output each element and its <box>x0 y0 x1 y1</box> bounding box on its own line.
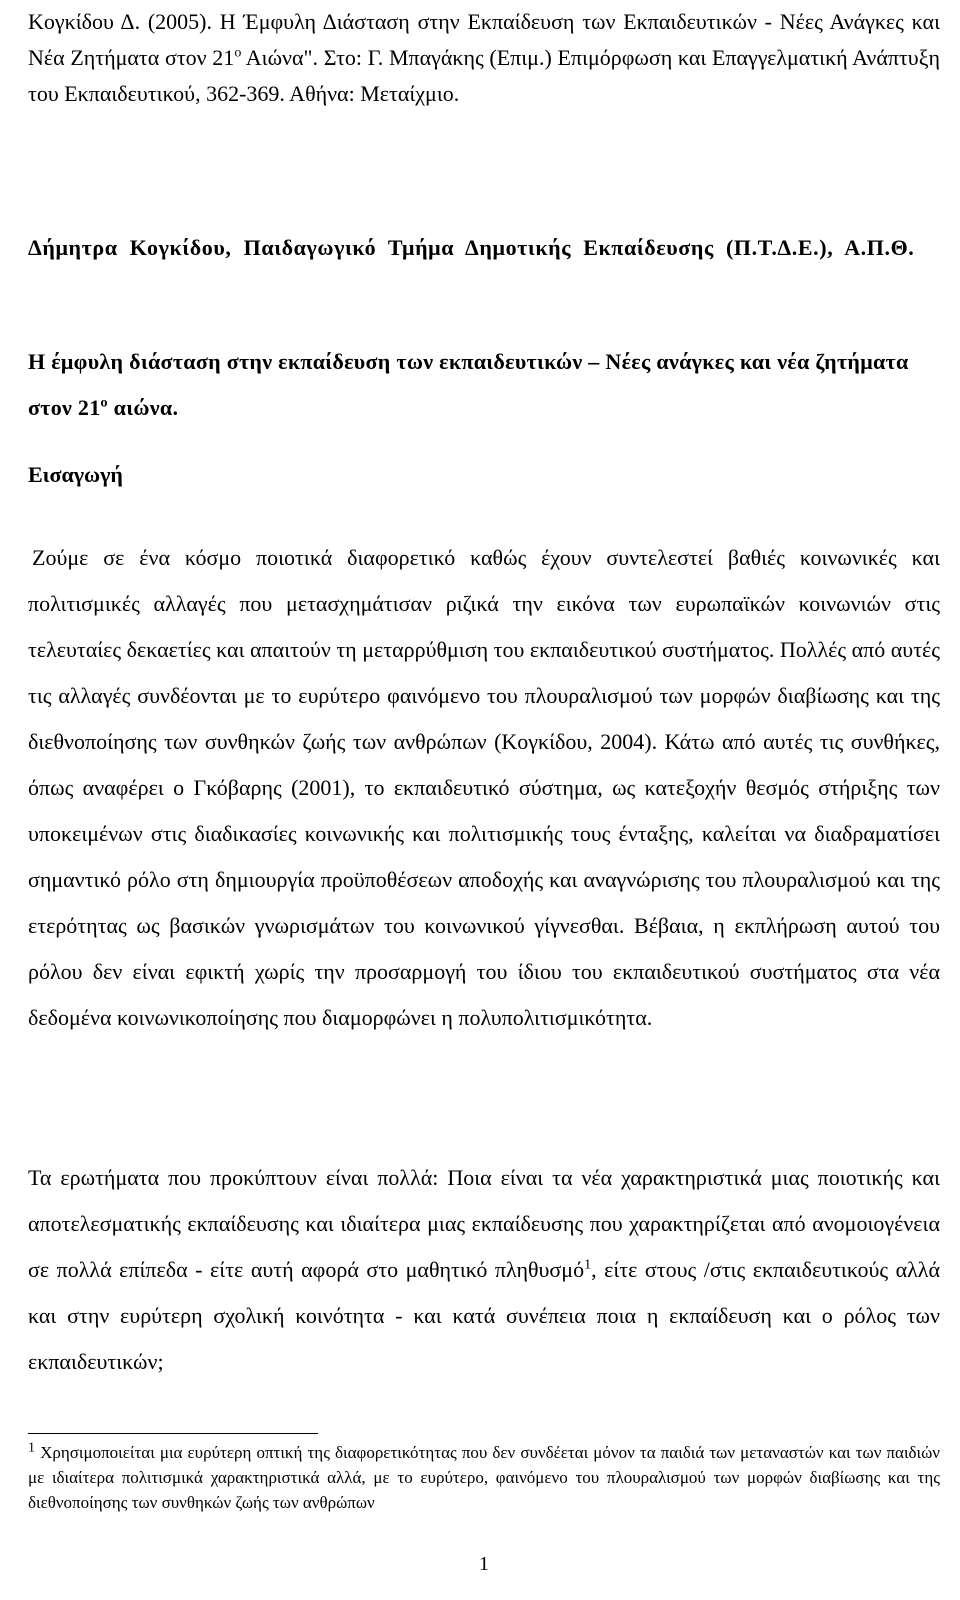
footnote-separator <box>28 1433 318 1434</box>
footnote-text: Χρησιμοποιείται μια ευρύτερη οπτική της διαφορετικότητας που δεν συνδέεται μόνον τα παιδιά των μεταναστών και των παιδιών με ιδιαίτερα πολιτισμικά χαρακτηριστικά αλλά, με το ευρύτερο, φαινόμενο του πλουραλισμού των μορφών διαβίωσης και της διεθνοποίησης των συνθηκών ζωής των ανθρώπων <box>28 1443 940 1512</box>
bibliographic-reference <box>28 4 940 112</box>
footnote-reference[interactable]: 1 <box>584 1257 592 1273</box>
title-superscript: ο <box>100 395 108 411</box>
page-number: 1 <box>479 1553 489 1575</box>
reference-text-continued: Αιώνα". Στο: Γ. Μπαγάκης (Επιμ.) Επιμόρφωση και Επαγγελματική Ανάπτυξη του Εκπαιδευτικού, 362-369. Αθήνα: Μεταίχμιο. <box>28 45 941 106</box>
footnote-marker: 1 <box>28 1440 35 1456</box>
paragraph-questions-text-continued: , είτε στους /στις εκπαιδευτικούς αλλά και στην ευρύτερη σχολική κοινότητα - και κατά συνέπεια ποια η εκπαίδευση και ο ρόλος των εκπαιδευτικών; <box>28 1257 940 1374</box>
section-heading: Εισαγωγή <box>28 462 123 487</box>
article-title <box>28 339 940 431</box>
footnote <box>28 1440 940 1515</box>
title-text: Η έμφυλη διάσταση στην εκπαίδευση των εκπαιδευτικών – Νέες ανάγκες και νέα ζητήματα στον 21 <box>28 349 909 420</box>
author-line: Δήμητρα Κογκίδου, Παιδαγωγικό Τμήμα Δημοτικής Εκπαίδευσης (Π.Τ.Δ.Ε.), Α.Π.Θ. <box>28 235 915 260</box>
paragraph-questions-text: Τα ερωτήματα που προκύπτουν είναι πολλά: Ποια είναι τα νέα χαρακτηριστικά μιας ποιοτικής και αποτελεσματικής εκπαίδευσης και ιδιαίτερα μιας εκπαίδευσης που χαρακτηρίζεται από ανομοιογένεια σε πολλά επίπεδα - είτε αυτή αφορά στο μαθητικό πληθυσμό <box>28 1165 940 1282</box>
reference-superscript: ο <box>234 45 242 61</box>
title-text-continued: αιώνα. <box>107 395 179 420</box>
reference-text: Κογκίδου Δ. (2005). Η Έμφυλη Διάσταση στην Εκπαίδευση των Εκπαιδευτικών - Νέες Ανάγκες και Νέα Ζητήματα στον 21 <box>28 9 940 70</box>
paragraph-questions <box>28 1155 940 1385</box>
paragraph-intro: Ζούμε σε ένα κόσμο ποιοτικά διαφορετικό καθώς έχουν συντελεστεί βαθιές κοινωνικές και πολιτισμικές αλλαγές που μετασχημάτισαν ριζικά την εικόνα των ευρωπαϊκών κοινωνιών στις τελευταίες δεκαετίες και απαιτούν τη μεταρρύθμιση του εκπαιδευτικού συστήματος. Πολλές από αυτές τις αλλαγές συνδέονται με το ευρύτερο φαινόμενο του πλουραλισμού των μορφών διαβίωσης και της διεθνοποίησης των συνθηκών ζωής των ανθρώπων (Κογκίδου, 2004). Κάτω από αυτές τις συνθήκες, όπως αναφέρει ο Γκόβαρης (2001), το εκπαιδευτικό σύστημα, ως κατεξοχήν θεσμός στήριξης των υποκειμένων στις διαδικασίες κοινωνικής και πολιτισμικής τους ένταξης, καλείται να διαδραματίσει σημαντικό ρόλο στη δημιουργία προϋποθέσεων αποδοχής και αναγνώρισης του πλουραλισμού και της ετερότητας ως βασικών γνωρισμάτων του κοινωνικού γίγνεσθαι. Βέβαια, η εκπλήρωση αυτού του ρόλου δεν είναι εφικτή χωρίς την προσαρμογή του ίδιου του εκπαιδευτικού συστήματος στα νέα δεδομένα κοινωνικοποίησης που διαμορφώνει η πολυπολιτισμικότητα. <box>28 545 940 1030</box>
